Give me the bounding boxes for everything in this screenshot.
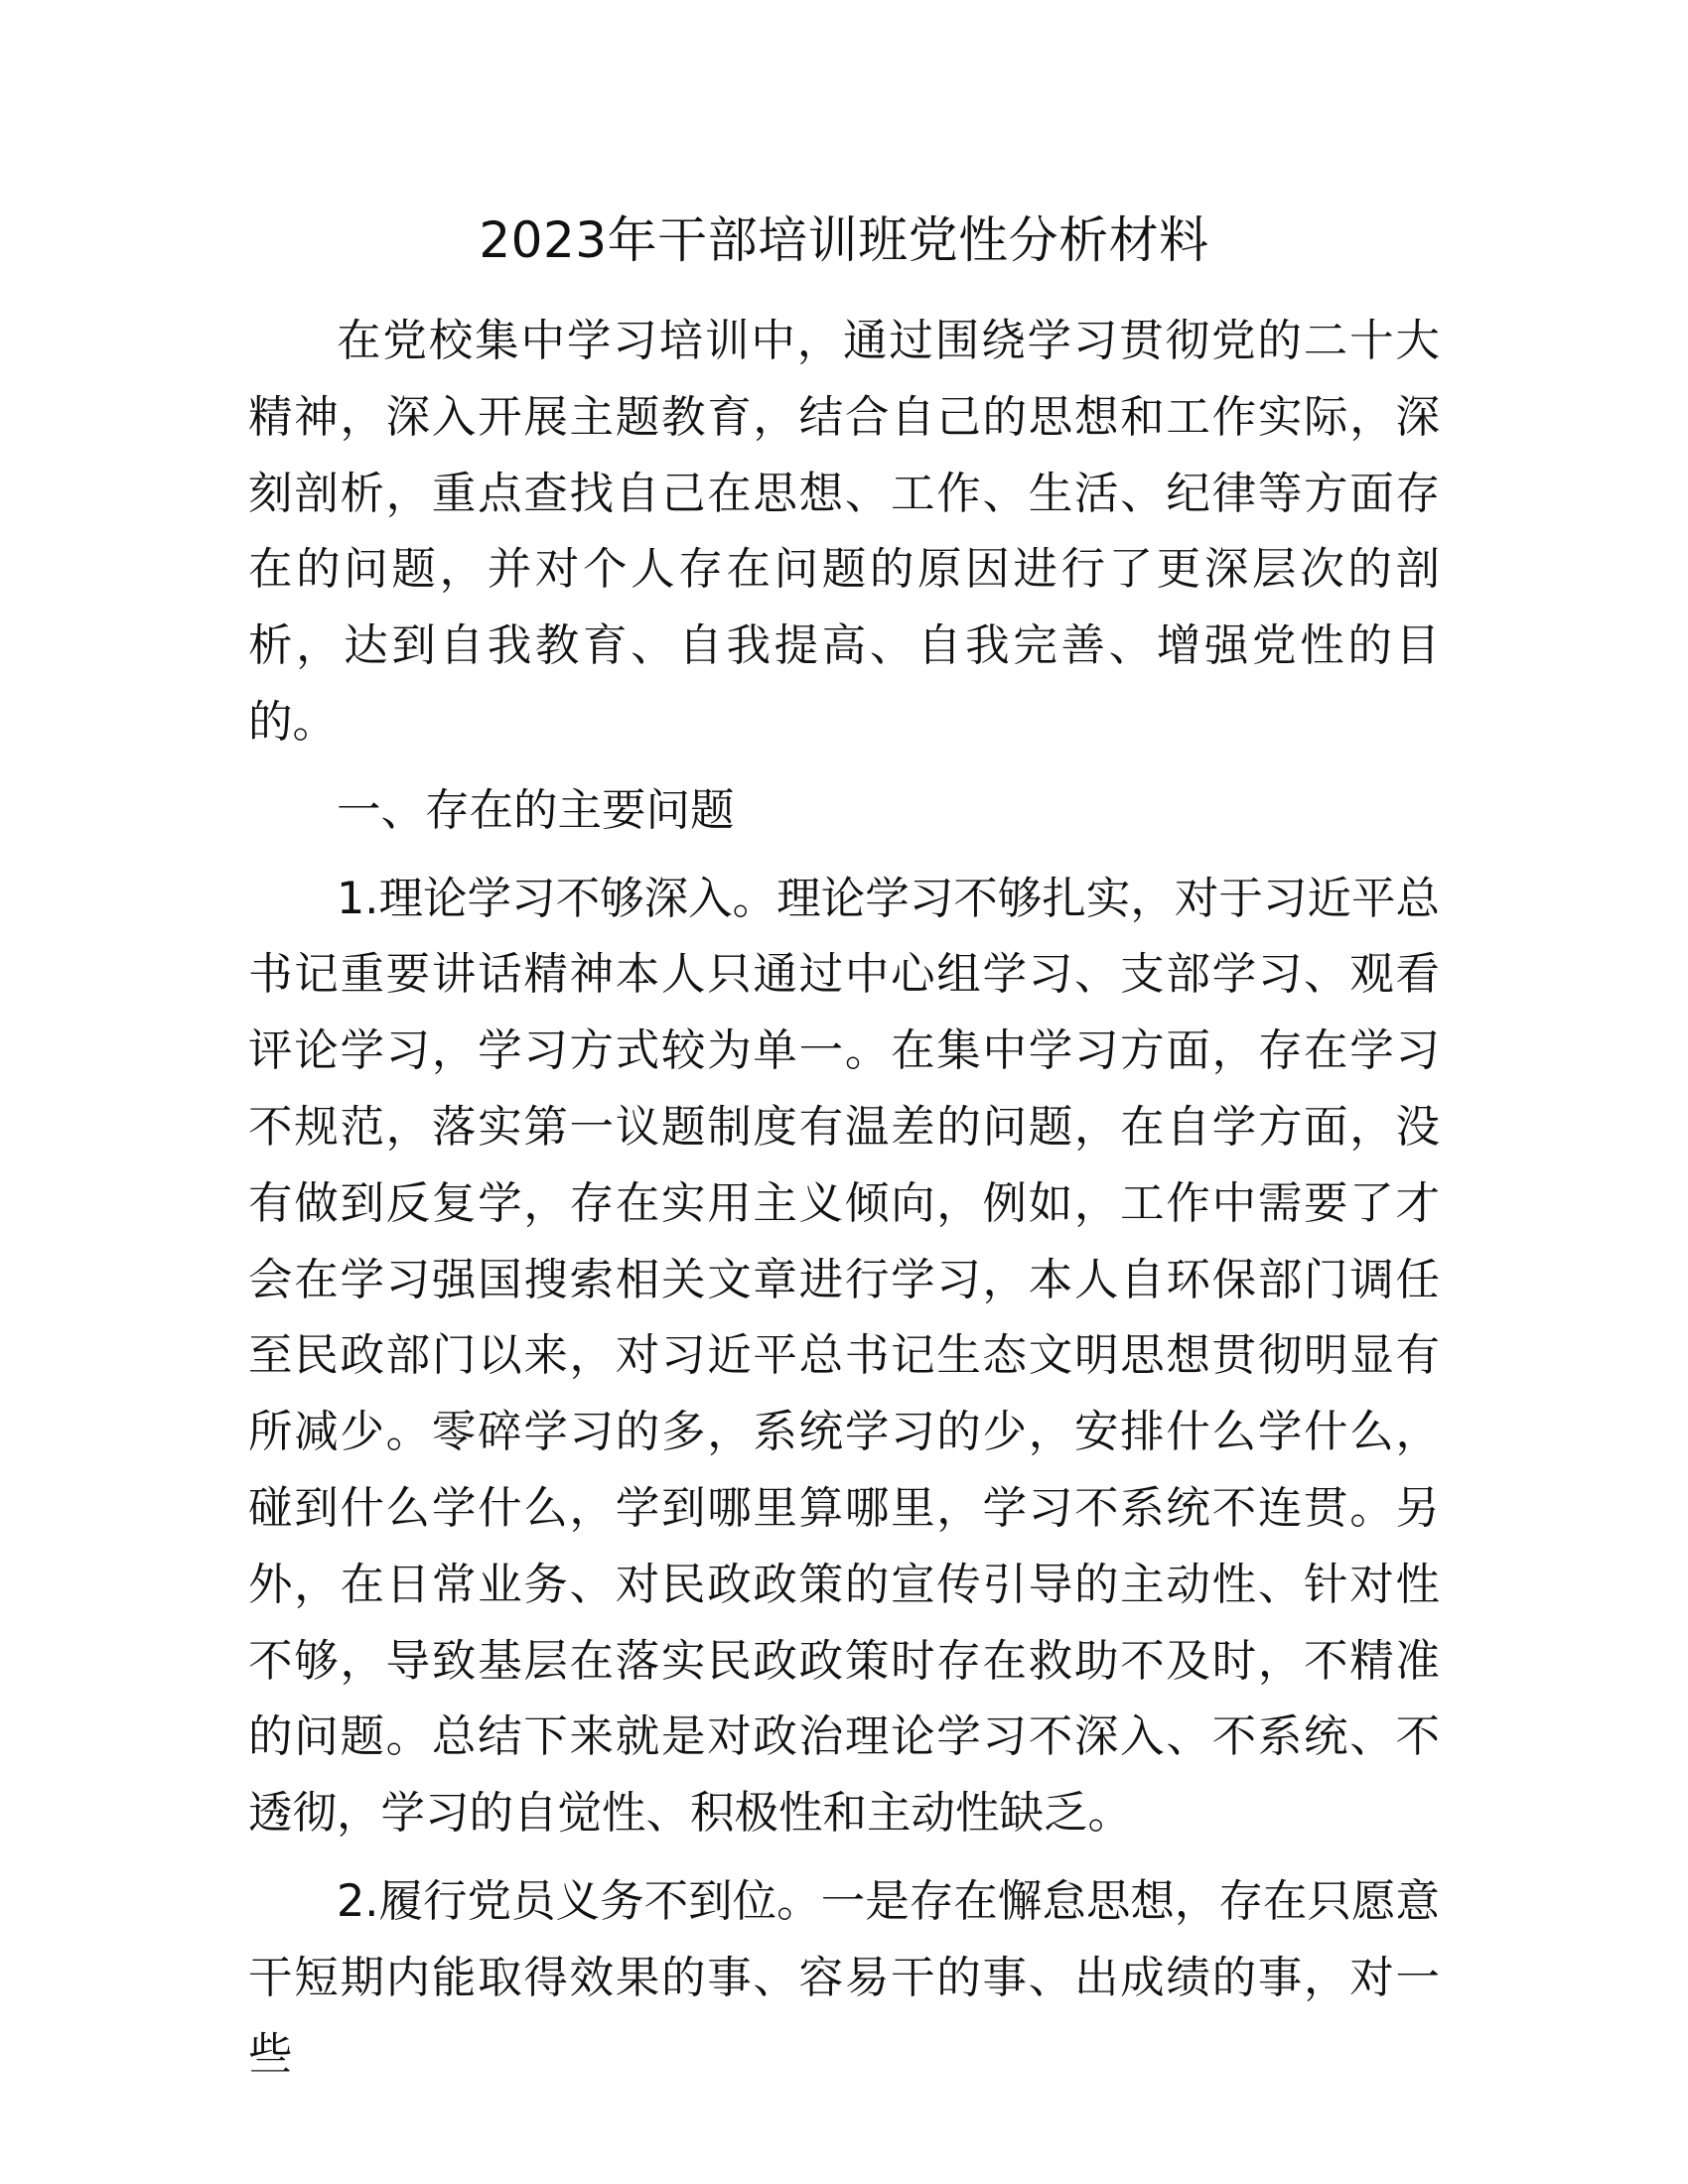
problem-item-2: 2.履行党员义务不到位。一是存在懈怠思想，存在只愿意干短期内能取得效果的事、容易干的事、出成绩的事，对一些 — [248, 1875, 1440, 2080]
document-body — [248, 199, 1440, 2105]
document-title: 2023年干部培训班党性分析材料 — [479, 211, 1209, 269]
section-heading: 一、存在的主要问题 — [337, 784, 735, 836]
intro-paragraph: 在党校集中学习培训中，通过围绕学习贯彻党的二十大精神，深入开展主题教育，结合自己的思想和工作实际，深刻剖析，重点查找自己在思想、工作、生活、纪律等方面存在的问题，并对个人存在问题的原因进行了更深层次的剖析，达到自我教育、自我提高、自我完善、增强党性的目的。 — [248, 316, 1440, 748]
problem-item-1: 1.理论学习不够深入。理论学习不够扎实，对于习近平总书记重要讲话精神本人只通过中心组学习、支部学习、观看评论学习，学习方式较为单一。在集中学习方面，存在学习不规范，落实第一议题制度有温差的问题，在自学方面，没有做到反复学，存在实用主义倾向，例如，工作中需要了才会在学习强国搜索相关文章进行学习，本人自环保部门调任至民政部门以来，对习近平总书记生态文明思想贯彻明显有所减少。零碎学习的多，系统学习的少，安排什么学什么，碰到什么学什么，学到哪里算哪里，学习不系统不连贯。另外，在日常业务、对民政政策的宣传引导的主动性、针对性不够，导致基层在落实民政政策时存在救助不及时，不精准的问题。总结下来就是对政治理论学习不深入、不系统、不透彻，学习的自觉性、积极性和主动性缺乏。 — [248, 873, 1440, 1840]
